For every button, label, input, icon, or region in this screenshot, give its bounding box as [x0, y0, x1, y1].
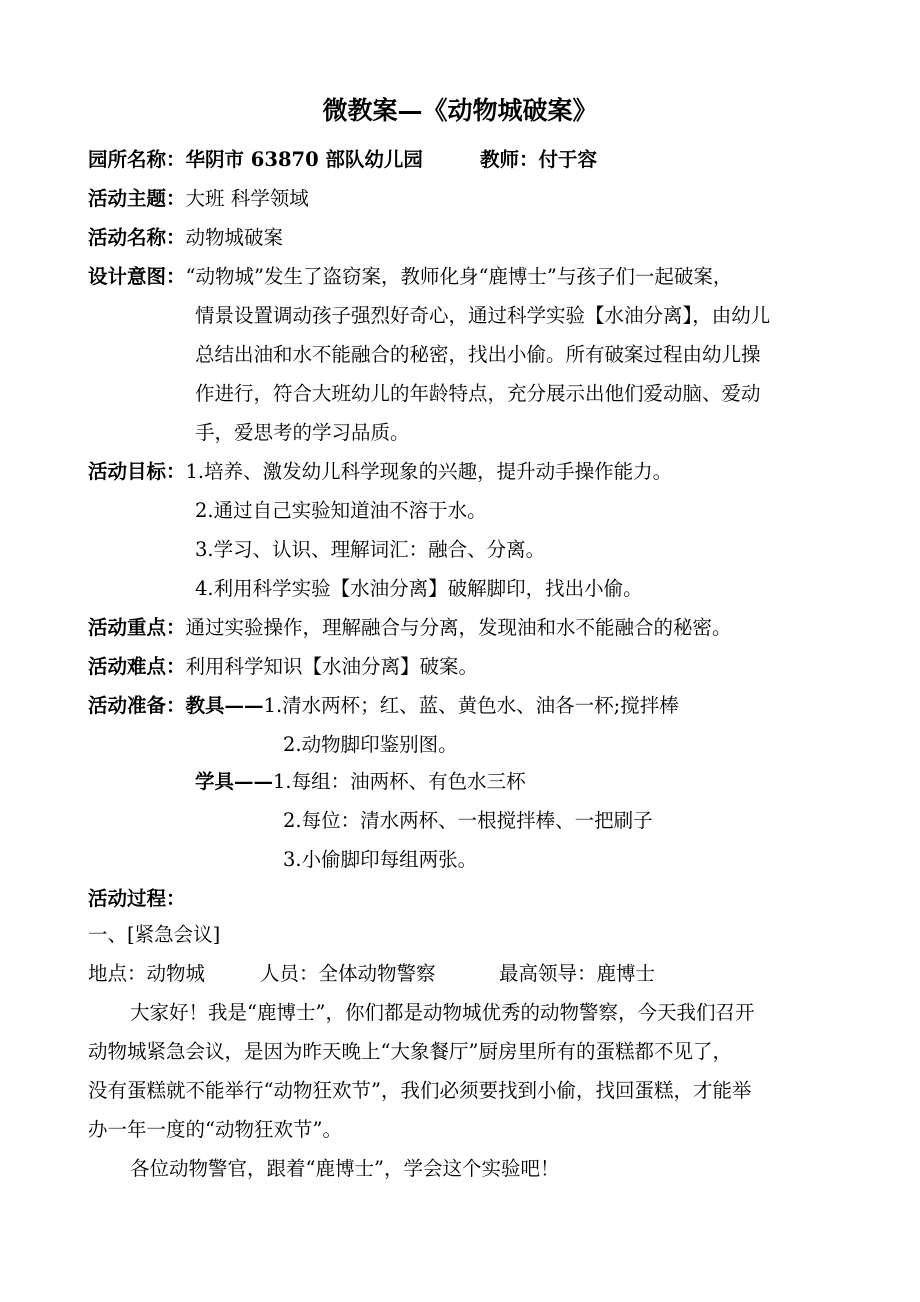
school-name: 华阴市 63870 部队幼儿园 — [185, 148, 423, 171]
student-tools-label: 学具—— — [195, 770, 274, 793]
section-heading: 一、[紧急会议] — [88, 923, 221, 946]
student-tool-item: 3.小偷脚印每组两张。 — [283, 848, 478, 871]
difficulty-row — [88, 654, 478, 680]
school-label: 园所名称： — [88, 148, 186, 171]
student-tool-item: 1.每组：油两杯、有色水三杯 — [273, 770, 526, 793]
student-tools-row — [195, 769, 526, 795]
teacher-tool-item: 2.动物脚印鉴别图。 — [283, 733, 458, 756]
goal-item: 4.利用科学实验【水油分离】破解脚印，找出小偷。 — [195, 577, 643, 600]
school-row — [88, 147, 423, 173]
paragraph-line: 办一年一度的“动物狂欢节”。 — [88, 1118, 342, 1141]
activity-name-label: 活动名称： — [88, 226, 186, 249]
activity-name-value: 动物城破案 — [185, 226, 284, 249]
activity-name-row — [88, 225, 283, 251]
difficulty-label: 活动难点： — [88, 655, 186, 678]
goal-item: 2.通过自己实验知道油不溶于水。 — [195, 499, 487, 522]
paragraph-line: 动物城紧急会议，是因为昨天晚上“大象餐厅”厨房里所有的蛋糕都不见了， — [88, 1040, 732, 1063]
theme-value: 大班 科学领域 — [185, 187, 309, 210]
process-label: 活动过程： — [88, 887, 186, 910]
goals-row — [88, 459, 672, 485]
prep-row — [88, 693, 679, 719]
key-point-value: 通过实验操作，理解融合与分离，发现油和水不能融合的秘密。 — [185, 616, 732, 639]
prep-label: 活动准备： — [88, 694, 186, 717]
key-point-row — [88, 615, 732, 641]
intent-line: “动物城”发生了盗窃案，教师化身“鹿博士”与孩子们一起破案， — [185, 265, 733, 288]
meeting-leader: 最高领导：鹿博士 — [499, 962, 656, 985]
theme-label: 活动主题： — [88, 187, 186, 210]
intent-line: 情景设置调动孩子强烈好奇心，通过科学实验【水油分离】，由幼儿 — [195, 304, 771, 327]
intent-label: 设计意图： — [88, 265, 186, 288]
intent-line: 总结出油和水不能融合的秘密，找出小偷。所有破案过程由幼儿操 — [195, 343, 761, 366]
paragraph-line: 大家好！我是“鹿博士”，你们都是动物城优秀的动物警察，今天我们召开 — [130, 1001, 755, 1024]
key-point-label: 活动重点： — [88, 616, 186, 639]
difficulty-value: 利用科学知识【水油分离】破案。 — [185, 655, 479, 678]
paragraph-line: 没有蛋糕就不能举行“动物狂欢节”，我们必须要找到小偷，找回蛋糕，才能举 — [88, 1079, 752, 1102]
goal-item: 3.学习、认识、理解词汇：融合、分离。 — [195, 538, 546, 561]
teacher-label: 教师： — [480, 148, 539, 171]
meeting-people: 人员：全体动物警察 — [260, 962, 436, 985]
goals-label: 活动目标： — [88, 460, 186, 483]
intent-row — [88, 264, 732, 290]
teacher-tool-item: 1.清水两杯；红、蓝、黄色水、油各一杯;搅拌棒 — [263, 694, 679, 717]
intent-line: 手，爱思考的学习品质。 — [195, 421, 410, 444]
paragraph-line: 各位动物警官，跟着“鹿博士”，学会这个实验吧！ — [130, 1157, 560, 1180]
student-tool-item: 2.每位：清水两杯、一根搅拌棒、一把刷子 — [283, 809, 653, 832]
theme-row — [88, 186, 309, 212]
teacher-tools-label: 教具—— — [185, 694, 264, 717]
document-title: 微教案—《动物城破案》 — [322, 96, 598, 125]
meeting-place: 地点：动物城 — [88, 962, 206, 985]
teacher-row — [480, 147, 597, 173]
goal-item: 1.培养、激发幼儿科学现象的兴趣，提升动手操作能力。 — [185, 460, 673, 483]
intent-line: 作进行，符合大班幼儿的年龄特点，充分展示出他们爱动脑、爱动 — [195, 382, 761, 405]
teacher-name: 付于容 — [538, 148, 598, 171]
